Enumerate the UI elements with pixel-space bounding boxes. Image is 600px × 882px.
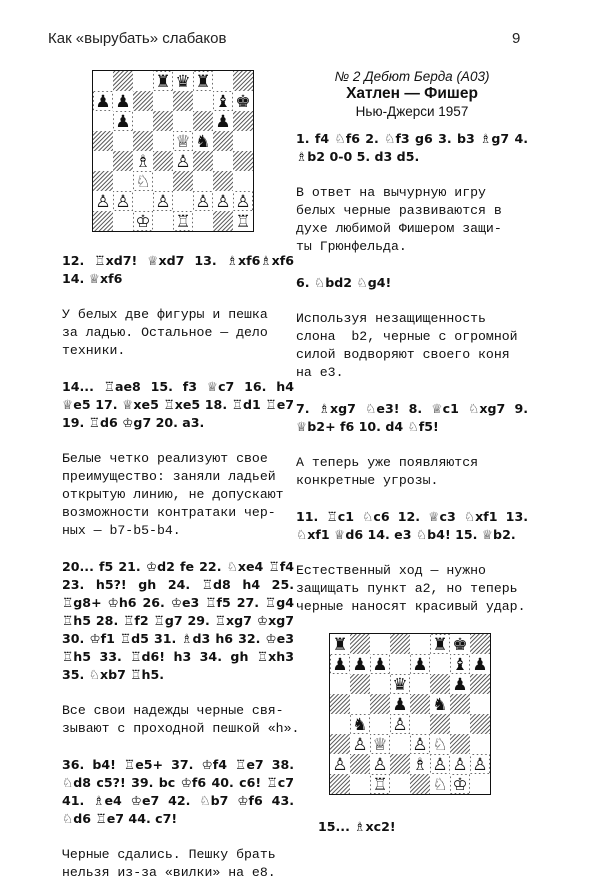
dark-square bbox=[410, 694, 430, 714]
game-opening: № 2 Дебют Берда (A03) bbox=[334, 69, 490, 84]
light-square bbox=[350, 774, 370, 794]
black-pawn-icon: ♟ bbox=[115, 112, 131, 132]
right-column bbox=[296, 130, 528, 616]
black-queen-icon: ♛ bbox=[392, 675, 408, 695]
light-square bbox=[153, 211, 173, 231]
white-rook-icon: ♖ bbox=[235, 212, 251, 231]
dark-square bbox=[213, 211, 233, 231]
light-square bbox=[113, 211, 133, 231]
white-pawn-icon: ♙ bbox=[432, 755, 448, 775]
commentary-line: духе любимой Фишером защи- bbox=[296, 221, 502, 236]
commentary-line: за ладью. Остальное — дело bbox=[62, 325, 268, 340]
white-knight-icon: ♘ bbox=[432, 775, 448, 794]
white-queen-icon: ♕ bbox=[175, 132, 191, 152]
dark-square bbox=[330, 694, 350, 714]
light-square bbox=[410, 634, 430, 654]
black-pawn-icon: ♟ bbox=[115, 92, 131, 112]
light-square bbox=[330, 674, 350, 694]
light-square bbox=[430, 654, 450, 674]
dark-square bbox=[350, 674, 370, 694]
game-players: Хатлен — Фишер bbox=[346, 85, 478, 102]
black-bishop-icon: ♝ bbox=[215, 92, 231, 112]
black-pawn-icon: ♟ bbox=[392, 695, 408, 715]
commentary-line: конкретные угрозы. bbox=[296, 473, 439, 488]
dark-square bbox=[173, 171, 193, 191]
light-square bbox=[113, 171, 133, 191]
dark-square bbox=[213, 131, 233, 151]
dark-square bbox=[430, 674, 450, 694]
dark-square bbox=[193, 111, 213, 131]
light-square bbox=[410, 674, 430, 694]
white-pawn-icon: ♙ bbox=[215, 192, 231, 212]
dark-square bbox=[113, 71, 133, 91]
left-column bbox=[62, 252, 300, 882]
commentary-line: Все свои надежды черные свя- bbox=[62, 703, 284, 718]
white-pawn-icon: ♙ bbox=[332, 755, 348, 775]
black-rook-icon: ♜ bbox=[155, 72, 171, 92]
black-rook-icon: ♜ bbox=[195, 72, 211, 92]
dark-square bbox=[193, 151, 213, 171]
commentary-line: В ответ на вычурную игру bbox=[296, 185, 486, 200]
black-rook-icon: ♜ bbox=[332, 635, 348, 655]
dark-square bbox=[173, 91, 193, 111]
commentary-line: зывают с проходной пешкой «h». bbox=[62, 721, 300, 736]
black-knight-icon: ♞ bbox=[352, 715, 368, 735]
commentary-paragraph bbox=[296, 562, 528, 616]
game-heading bbox=[296, 68, 528, 120]
black-pawn-icon: ♟ bbox=[95, 92, 111, 112]
light-square bbox=[193, 211, 213, 231]
white-rook-icon: ♖ bbox=[175, 212, 191, 231]
light-square bbox=[410, 714, 430, 734]
light-square bbox=[193, 91, 213, 111]
commentary-line: А теперь уже появляются bbox=[296, 455, 479, 470]
dark-square bbox=[133, 131, 153, 151]
light-square bbox=[193, 171, 213, 191]
dark-square bbox=[470, 714, 490, 734]
light-square bbox=[213, 71, 233, 91]
light-square bbox=[113, 131, 133, 151]
light-square bbox=[450, 714, 470, 734]
white-pawn-icon: ♙ bbox=[472, 755, 488, 775]
commentary-line: Естественный ход — нужно bbox=[296, 563, 486, 578]
white-pawn-icon: ♙ bbox=[235, 192, 251, 212]
dark-square bbox=[350, 754, 370, 774]
white-pawn-icon: ♙ bbox=[155, 192, 171, 212]
light-square bbox=[133, 191, 153, 211]
dark-square bbox=[113, 151, 133, 171]
black-rook-icon: ♜ bbox=[432, 635, 448, 655]
dark-square bbox=[410, 774, 430, 794]
light-square bbox=[330, 714, 350, 734]
dark-square bbox=[390, 754, 410, 774]
light-square bbox=[173, 111, 193, 131]
light-square bbox=[93, 151, 113, 171]
commentary-paragraph bbox=[62, 306, 294, 360]
light-square bbox=[350, 694, 370, 714]
dark-square bbox=[233, 111, 253, 131]
commentary-paragraph bbox=[62, 702, 300, 738]
dark-square bbox=[330, 774, 350, 794]
light-square bbox=[93, 71, 113, 91]
dark-square bbox=[470, 634, 490, 654]
commentary-line: защищать пункт a2, но теперь bbox=[296, 581, 518, 596]
white-pawn-icon: ♙ bbox=[412, 735, 428, 755]
white-king-icon: ♔ bbox=[135, 212, 151, 231]
white-pawn-icon: ♙ bbox=[115, 192, 131, 212]
commentary-line: техники. bbox=[62, 343, 126, 358]
chessboard-svg bbox=[93, 71, 253, 231]
commentary-paragraph bbox=[62, 450, 294, 540]
commentary-line: ты Грюнфельда. bbox=[296, 239, 407, 254]
commentary-paragraph bbox=[62, 846, 294, 882]
commentary-line: преимущество: заняли ладьей bbox=[62, 469, 276, 484]
running-header-title: Как «вырубать» слабаков bbox=[48, 30, 227, 47]
light-square bbox=[153, 91, 173, 111]
dark-square bbox=[93, 171, 113, 191]
commentary-line: на e3. bbox=[296, 365, 344, 380]
black-pawn-icon: ♟ bbox=[372, 655, 388, 675]
dark-square bbox=[153, 111, 173, 131]
move-sequence: 11. ♖c1 ♘c6 12. ♕c3 ♘xf1 13. ♘xf1 ♕d6 14. e3 ♘b4! 15. ♕b2. bbox=[296, 509, 528, 542]
commentary-line: Используя незащищенность bbox=[296, 311, 486, 326]
dark-square bbox=[430, 714, 450, 734]
black-pawn-icon: ♟ bbox=[412, 655, 428, 675]
dark-square bbox=[233, 71, 253, 91]
light-square bbox=[470, 734, 490, 754]
light-square bbox=[133, 71, 153, 91]
move-sequence: 20... f5 21. ♔d2 fe 22. ♘xe4 ♖f4 23. h5?! gh 24. ♖d8 h4 25. ♖g8+ ♔h6 26. ♔e3 ♖f5 27. ♖g4 ♖h5 28. ♖f2 ♖g7 29. ♖xg7 ♔xg7 30. ♔f1 ♖d5 31. ♗d3 h6 32. ♔e3 ♖h5 33. ♖d6! h3 34. gh ♖xh3 35. ♘xb7 ♖h5. bbox=[62, 559, 294, 682]
light-square bbox=[153, 171, 173, 191]
light-square bbox=[93, 111, 113, 131]
white-queen-icon: ♕ bbox=[372, 735, 388, 755]
black-pawn-icon: ♟ bbox=[452, 675, 468, 695]
commentary-line: Белые четко реализуют свое bbox=[62, 451, 268, 466]
move-sequence: 1. f4 ♘f6 2. ♘f3 g6 3. b3 ♗g7 4. ♗b2 0-0 5. d3 d5. bbox=[296, 131, 528, 164]
dark-square bbox=[330, 734, 350, 754]
dark-square bbox=[233, 151, 253, 171]
commentary-line: белых черные развиваются в bbox=[296, 203, 502, 218]
dark-square bbox=[93, 131, 113, 151]
white-pawn-icon: ♙ bbox=[95, 192, 111, 212]
chess-diagram-1 bbox=[92, 70, 254, 232]
white-knight-icon: ♘ bbox=[135, 172, 151, 192]
dark-square bbox=[153, 151, 173, 171]
light-square bbox=[153, 131, 173, 151]
game-place: Нью-Джерси 1957 bbox=[355, 104, 469, 119]
black-pawn-icon: ♟ bbox=[332, 655, 348, 675]
black-bishop-icon: ♝ bbox=[452, 655, 468, 675]
light-square bbox=[390, 774, 410, 794]
black-king-icon: ♚ bbox=[235, 92, 251, 112]
white-pawn-icon: ♙ bbox=[195, 192, 211, 212]
dark-square bbox=[450, 734, 470, 754]
white-pawn-icon: ♙ bbox=[352, 735, 368, 755]
move-sequence: 36. b4! ♖e5+ 37. ♔f4 ♖e7 38. ♘d8 c5?! 39. bc ♔f6 40. c6! ♖c7 41. ♗e4 ♔e7 42. ♘b7 ♔f6 43. ♘d6 ♖e7 44. c7! bbox=[62, 757, 294, 826]
move-sequence: 6. ♘bd2 ♘g4! bbox=[296, 275, 392, 290]
light-square bbox=[213, 151, 233, 171]
commentary-line: силой водворяют своего коня bbox=[296, 347, 510, 362]
dark-square bbox=[470, 674, 490, 694]
light-square bbox=[390, 654, 410, 674]
dark-square bbox=[213, 171, 233, 191]
commentary-paragraph bbox=[296, 184, 528, 256]
white-pawn-icon: ♙ bbox=[175, 152, 191, 172]
light-square bbox=[370, 634, 390, 654]
light-square bbox=[390, 734, 410, 754]
commentary-paragraph bbox=[296, 454, 528, 490]
move-sequence: 7. ♗xg7 ♘e3! 8. ♕c1 ♘xg7 9. ♕b2+ f6 10. d4 ♘f5! bbox=[296, 401, 528, 434]
light-square bbox=[470, 774, 490, 794]
chessboard-svg bbox=[330, 634, 490, 794]
black-pawn-icon: ♟ bbox=[215, 112, 231, 132]
commentary-line: нельзя из-за «вилки» на e8. bbox=[62, 865, 276, 880]
black-king-icon: ♚ bbox=[452, 635, 468, 655]
dark-square bbox=[133, 91, 153, 111]
light-square bbox=[370, 674, 390, 694]
commentary-line: Черные сдались. Пешку брать bbox=[62, 847, 276, 862]
move-sequence: 12. ♖xd7! ♕xd7 13. ♗xf6♗xf6 14. ♕xf6 bbox=[62, 253, 294, 286]
commentary-line: открытую линию, не допускают bbox=[62, 487, 284, 502]
white-bishop-icon: ♗ bbox=[412, 755, 428, 775]
black-queen-icon: ♛ bbox=[175, 72, 191, 92]
light-square bbox=[133, 111, 153, 131]
black-knight-icon: ♞ bbox=[432, 695, 448, 715]
black-pawn-icon: ♟ bbox=[472, 655, 488, 675]
light-square bbox=[370, 714, 390, 734]
dark-square bbox=[390, 634, 410, 654]
light-square bbox=[173, 191, 193, 211]
move-sequence: 15... ♗xc2! bbox=[318, 819, 396, 834]
white-king-icon: ♔ bbox=[452, 775, 468, 794]
commentary-paragraph bbox=[296, 310, 528, 382]
dark-square bbox=[370, 694, 390, 714]
white-pawn-icon: ♙ bbox=[452, 755, 468, 775]
white-bishop-icon: ♗ bbox=[135, 152, 151, 172]
white-knight-icon: ♘ bbox=[432, 735, 448, 755]
black-pawn-icon: ♟ bbox=[352, 655, 368, 675]
dark-square bbox=[350, 634, 370, 654]
black-knight-icon: ♞ bbox=[195, 132, 211, 152]
white-pawn-icon: ♙ bbox=[392, 715, 408, 735]
light-square bbox=[233, 131, 253, 151]
page-number: 9 bbox=[512, 30, 521, 47]
light-square bbox=[233, 171, 253, 191]
white-pawn-icon: ♙ bbox=[372, 755, 388, 775]
commentary-line: ных — b7-b5-b4. bbox=[62, 523, 181, 538]
move-sequence: 14... ♖ae8 15. f3 ♕c7 16. h4 ♕e5 17. ♕xe5 ♖xe5 18. ♖d1 ♖e7 19. ♖d6 ♔g7 20. a3. bbox=[62, 379, 294, 430]
chess-diagram-2 bbox=[329, 633, 491, 795]
white-rook-icon: ♖ bbox=[372, 775, 388, 794]
light-square bbox=[470, 694, 490, 714]
commentary-line: слона b2, черные с огромной bbox=[296, 329, 518, 344]
dark-square bbox=[450, 694, 470, 714]
commentary-line: черные наносят красивый удар. bbox=[296, 599, 526, 614]
commentary-line: У белых две фигуры и пешка bbox=[62, 307, 268, 322]
dark-square bbox=[93, 211, 113, 231]
commentary-line: возможности контратаки чер- bbox=[62, 505, 276, 520]
